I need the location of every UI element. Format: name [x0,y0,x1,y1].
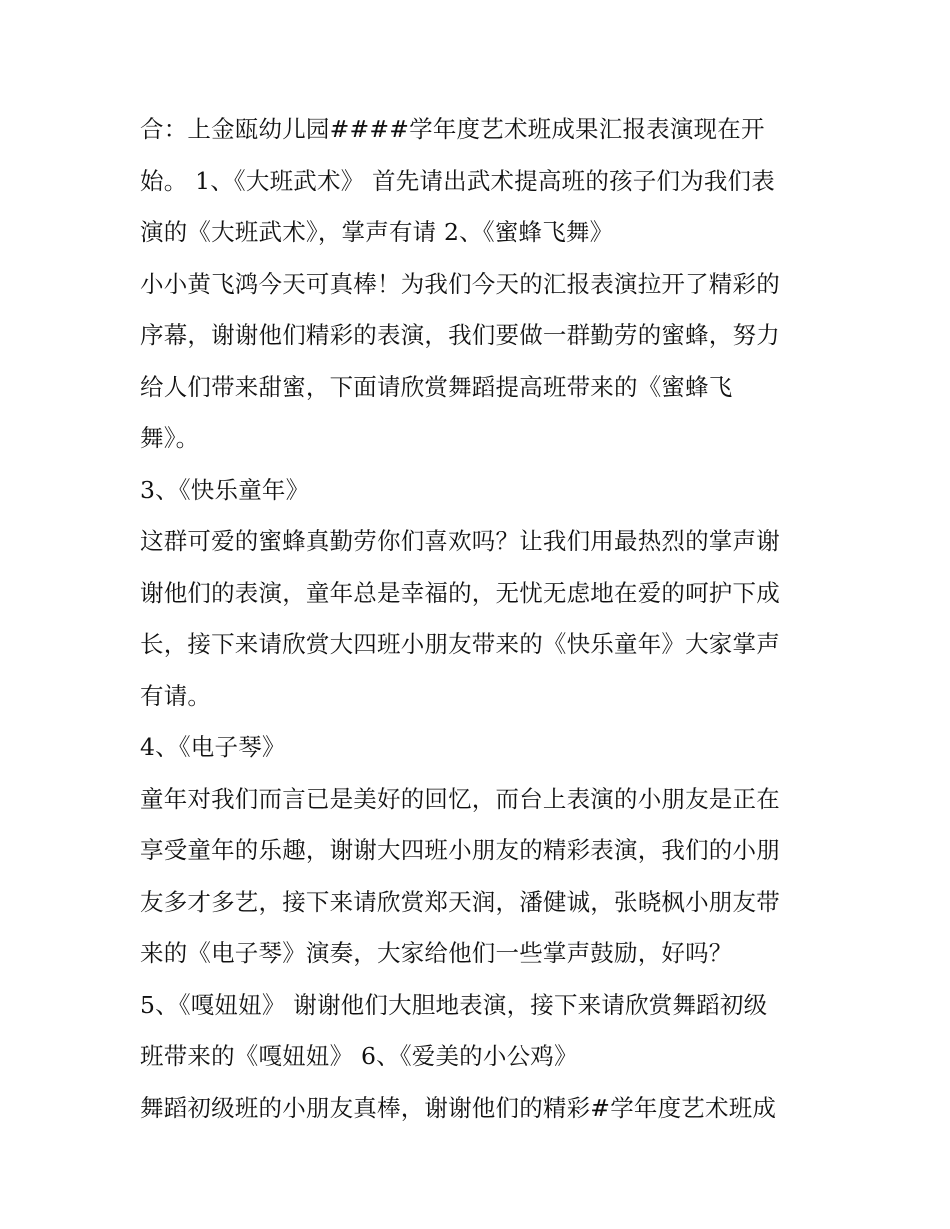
text-line: 这群可爱的蜜蜂真勤劳你们喜欢吗？让我们用最热烈的掌声谢 [140,527,780,555]
document-body [140,104,820,1134]
section-heading: 3、《快乐童年》 [140,475,310,504]
text-line: 合：上金瓯幼儿园####学年度艺术班成果汇报表演现在开 [140,115,765,143]
text-line: 演的《大班武术》，掌声有请 2、《蜜蜂飞舞》 [140,218,614,246]
text-line: 班带来的《嘎妞妞》 6、《爱美的小公鸡》 [140,1042,578,1070]
text-line: 童年对我们而言已是美好的回忆，而台上表演的小朋友是正在 [140,784,780,813]
text-line: 友多才多艺，接下来请欣赏郑天润，潘健诚，张晓枫小朋友带 [140,887,780,916]
text-line: 始。 1、《大班武术》 首先请出武术提高班的孩子们为我们表 [140,166,775,195]
text-line: 享受童年的乐趣，谢谢大四班小朋友的精彩表演，我们的小朋 [140,836,780,864]
text-line: 来的《电子琴》演奏，大家给他们一些掌声鼓励，好吗？ [140,939,733,967]
text-line: 序幕，谢谢他们精彩的表演，我们要做一群勤劳的蜜蜂，努力 [140,321,780,349]
text-line: 长，接下来请欣赏大四班小朋友带来的《快乐童年》大家掌声 [140,630,780,658]
text-line: 舞》。 [140,424,200,452]
text-line: 5、《嘎妞妞》 谢谢他们大胆地表演，接下来请欣赏舞蹈初级 [140,990,768,1019]
text-line: 有请。 [140,681,212,710]
section-heading: 4、《电子琴》 [140,733,286,761]
text-line: 谢他们的表演，童年总是幸福的，无忧无虑地在爱的呵护下成 [140,578,780,607]
text-line: 给人们带来甜蜜，下面请欣赏舞蹈提高班带来的《蜜蜂飞 [140,372,733,401]
text-line: 小小黄飞鸿今天可真棒！为我们今天的汇报表演拉开了精彩的 [140,269,780,298]
text-line: 舞蹈初级班的小朋友真棒，谢谢他们的精彩#学年度艺术班成 [140,1093,777,1122]
